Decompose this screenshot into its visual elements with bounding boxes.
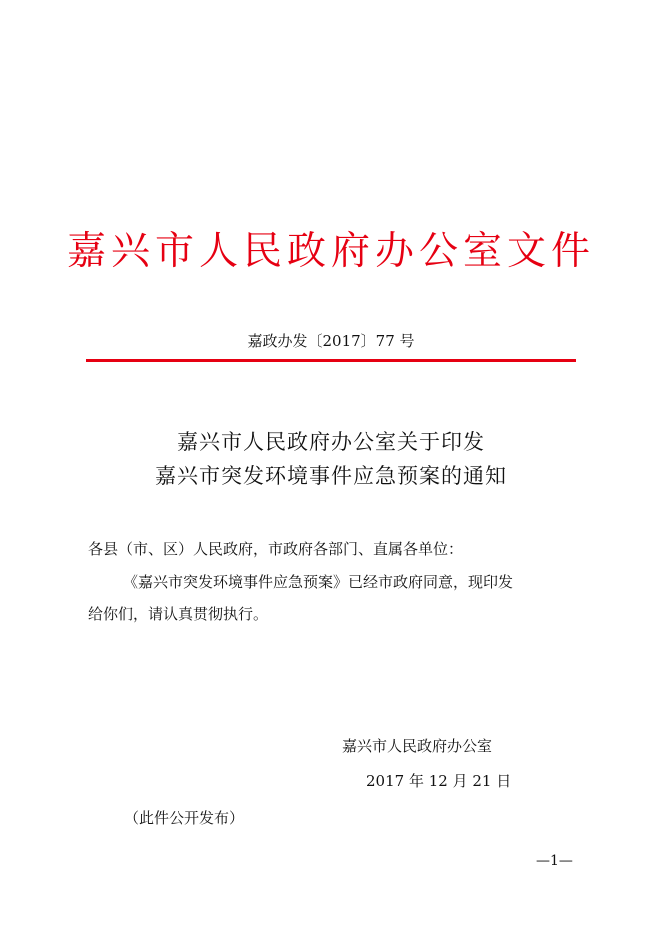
body-paragraph-line-1: 《嘉兴市突发环境事件应急预案》已经市政府同意，现印发 [123, 573, 514, 591]
document-number: 嘉政办发〔2017〕77 号 [247, 332, 415, 350]
publication-note: （此件公开发布） [124, 809, 245, 827]
issuer-signature: 嘉兴市人民政府办公室 [342, 737, 493, 755]
page-number: —1— [536, 853, 573, 869]
notice-title-line-2: 嘉兴市突发环境事件应急预案的通知 [155, 464, 507, 488]
addressee: 各县（市、区）人民政府，市政府各部门、直属各单位： [88, 540, 464, 558]
red-divider-line [86, 359, 576, 362]
document-masthead: 嘉兴市人民政府办公室文件 [66, 229, 595, 274]
notice-title-line-1: 嘉兴市人民政府办公室关于印发 [177, 430, 485, 454]
issue-date: 2017 年 12 月 21 日 [366, 772, 512, 790]
body-paragraph-line-2: 给你们，请认真贯彻执行。 [88, 605, 269, 623]
